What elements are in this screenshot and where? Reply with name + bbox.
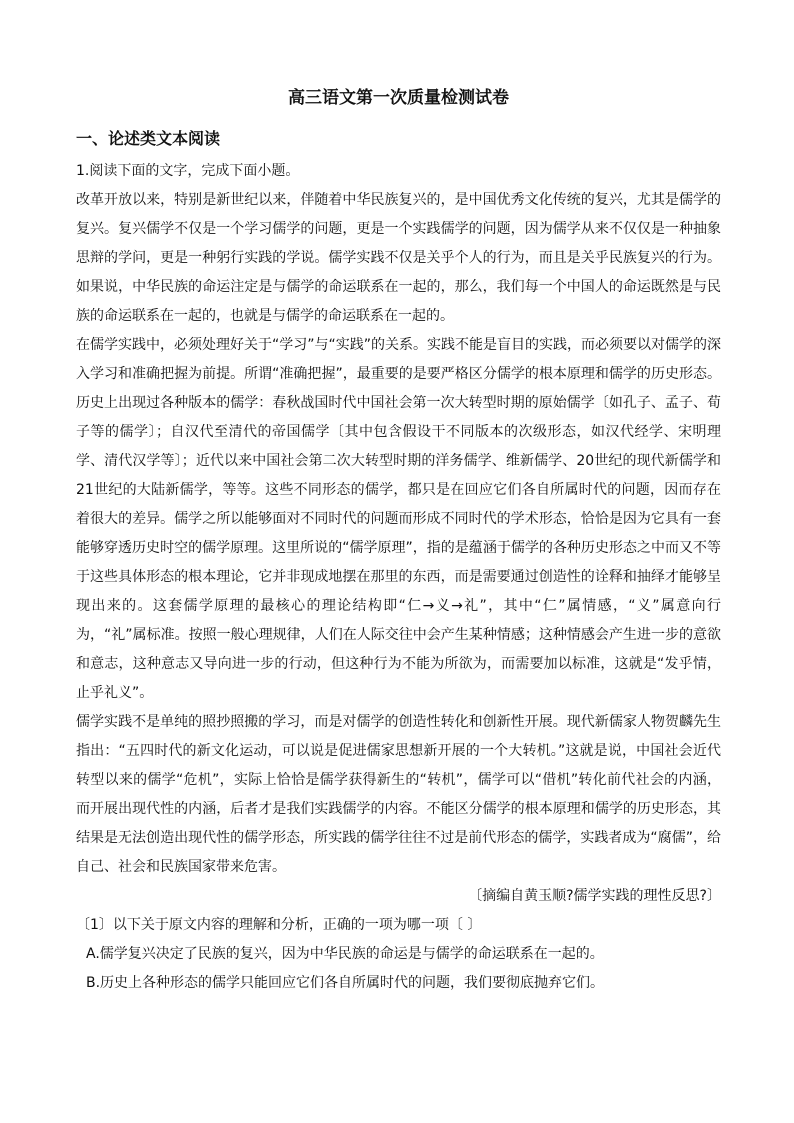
source-citation: 〔摘编自黄玉顺?儒学实践的理性反思?〕 — [468, 888, 721, 904]
paragraph-1: 改革开放以来，特别是新世纪以来，伴随着中华民族复兴的，是中国优秀文化传统的复兴，尤其是儒学的复兴。复兴儒学不仅是一个学习儒学的问题，更是一个实践儒学的问题，因为儒学从来不仅仅是一种抽象思辩的学问，更是一种躬行实践的学说。儒学实践不仅是关乎个人的行为，而且是关乎民族复兴的行为。如果说，中华民族的命运注定是与儒学的命运联系在一起的，那么，我们每一个中国人的命运既然是与民族的命运联系在一起的，也就是与儒学的命运联系在一起的。 — [76, 192, 721, 324]
option-a: A.儒学复兴决定了民族的复兴，因为中华民族的命运是与儒学的命运联系在一起的。 — [86, 946, 604, 962]
section-heading: 一、论述类文本阅读 — [76, 129, 221, 148]
question-stem: 〔1〕以下关于原文内容的理解和分析，正确的一项为哪一项〔 〕 — [76, 917, 482, 933]
reading-passage — [76, 157, 721, 998]
instruction-text: 1.阅读下面的文字，完成下面小题。 — [76, 163, 300, 179]
document-title: 高三语文第一次质量检测试卷 — [288, 88, 509, 108]
option-b: B.历史上各种形态的儒学只能回应它们各自所属时代的问题，我们要彻底抛弃它们。 — [86, 975, 605, 991]
paragraph-2: 在儒学实践中，必须处理好关于“学习”与“实践”的关系。实践不能是盲目的实践，而必须要以对儒学的深入学习和准确把握为前提。所谓“准确把握”，最重要的是要严格区分儒学的根本原理和儒学的历史形态。历史上出现过各种版本的儒学：春秋战国时代中国社会第一次大转型时期的原始儒学〔如孔子、孟子、荀子等的儒学〕；自汉代至清代的帝国儒学〔其中包含假设干不同版本的次级形态，如汉代经学、宋明理学、清代汉学等〕；近代以来中国社会第二次大转型时期的洋务儒学、维新儒学、20世纪的现代新儒学和21世纪的大陆新儒学，等等。这些不同形态的儒学，都只是在回应它们各自所属时代的问题，因而存在着很大的差异。儒学之所以能够面对不同时代的问题而形成不同时代的学术形态，恰恰是因为它具有一套能够穿透历史时空的儒学原理。这里所说的“儒学原理”，指的是蕴涵于儒学的各种历史形态之中而又不等于这些具体形态的根本理论，它并非现成地摆在那里的东西，而是需要通过创造性的诠释和抽绎才能够呈现出来的。这套儒学原理的最核心的理论结构即“仁→义→礼”，其中“仁”属情感，“义”属意向行为，“礼”属标准。按照一般心理规律，人们在人际交往中会产生某种情感；这种情感会产生进一步的意欲和意志，这种意志又导向进一步的行动，但这种行为不能为所欲为，而需要加以标准，这就是“发乎情，止乎礼义”。 — [76, 337, 722, 701]
paragraph-3: 儒学实践不是单纯的照抄照搬的学习，而是对儒学的创造性转化和创新性开展。现代新儒家人物贺麟先生指出：“五四时代的新文化运动，可以说是促进儒家思想新开展的一个大转机。”这就是说，中国社会近代转型以来的儒学“危机”，实际上恰恰是儒学获得新生的“转机”，儒学可以“借机”转化前代社会的内涵，而开展出现代性的内涵，后者才是我们实践儒学的内容。不能区分儒学的根本原理和儒学的历史形态，其结果是无法创造出现代性的儒学形态，所实践的儒学往往不过是前代形态的儒学，实践者成为“腐儒”，给自己、社会和民族国家带来危害。 — [76, 714, 721, 875]
